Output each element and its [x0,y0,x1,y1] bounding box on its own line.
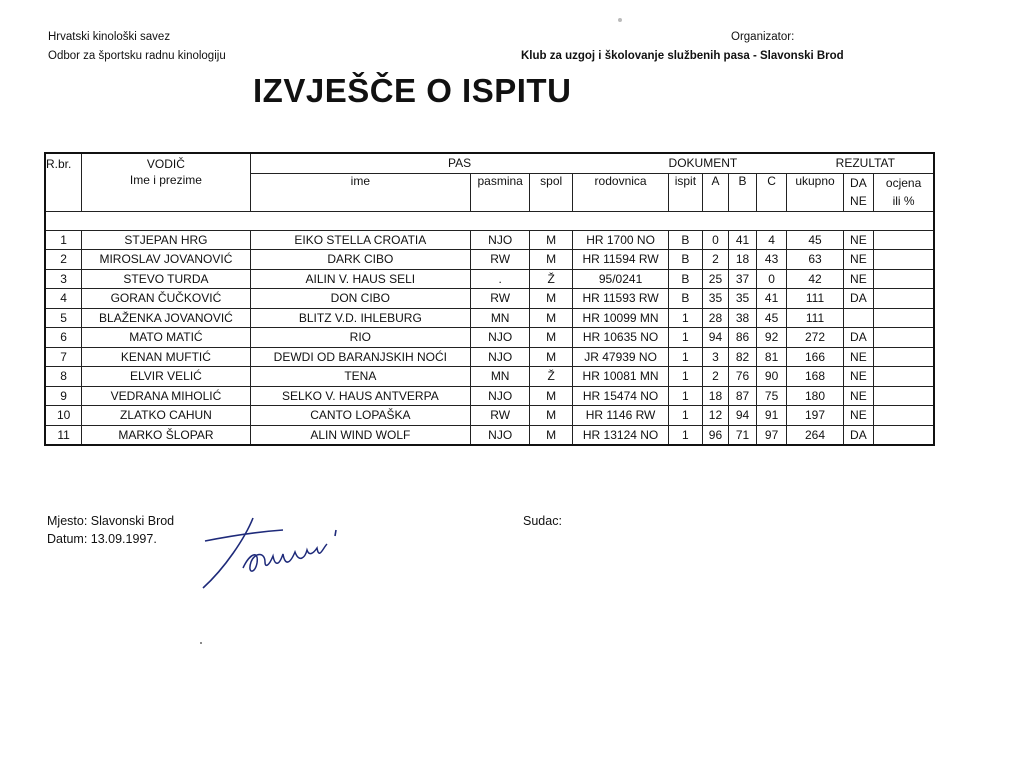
cell-b: 18 [729,250,757,270]
cell-vodic: VEDRANA MIHOLIĆ [82,386,250,406]
col-header-rodovnica: rodovnica [573,173,669,211]
cell-a: 25 [702,269,729,289]
cell-rbr: 4 [45,289,82,309]
col-header-pasmina: pasmina [471,173,530,211]
cell-vodic: BLAŽENKA JOVANOVIĆ [82,308,250,328]
cell-ime: DON CIBO [250,289,470,309]
cell-spol: M [530,308,573,328]
cell-dane: DA [843,425,874,445]
cell-ime: ALIN WIND WOLF [250,425,470,445]
cell-ime: SELKO V. HAUS ANTVERPA [250,386,470,406]
cell-c: 75 [756,386,787,406]
cell-pasmina: MN [471,308,530,328]
col-header-da: DA [843,173,874,192]
cell-pasmina: NJO [471,230,530,250]
cell-rodovnica: 95/0241 [573,269,669,289]
cell-vodic: KENAN MUFTIĆ [82,347,250,367]
cell-b: 71 [729,425,757,445]
cell-dane: DA [843,328,874,348]
cell-c: 41 [756,289,787,309]
cell-ime: CANTO LOPAŠKA [250,406,470,426]
col-header-ocjena: ocjena [874,173,934,192]
cell-spol: M [530,406,573,426]
col-header-spol: spol [530,173,573,211]
cell-a: 96 [702,425,729,445]
cell-vodic: MARKO ŠLOPAR [82,425,250,445]
place-label: Mjesto: Slavonski Brod [47,514,175,528]
cell-spol: M [530,230,573,250]
cell-ispit: 1 [669,386,703,406]
cell-ocjena [874,250,934,270]
cell-vodic: MIROSLAV JOVANOVIĆ [82,250,250,270]
paper-speck [618,18,622,22]
paper-speck [200,642,202,644]
cell-spol: Ž [530,367,573,387]
cell-rbr: 5 [45,308,82,328]
table-row [45,406,934,426]
cell-dane: NE [843,230,874,250]
cell-spol: M [530,289,573,309]
cell-ime: RIO [250,328,470,348]
table-row [45,308,934,328]
cell-ocjena [874,308,934,328]
cell-ukupno: 166 [787,347,843,367]
cell-rodovnica: HR 10081 MN [573,367,669,387]
exam-report-table [44,152,935,446]
cell-vodic: ELVIR VELIĆ [82,367,250,387]
col-header-ime: ime [250,173,470,211]
federation-name: Hrvatski kinološki savez [48,31,171,43]
cell-pasmina: NJO [471,386,530,406]
cell-ukupno: 180 [787,386,843,406]
cell-vodic: STJEPAN HRG [82,230,250,250]
cell-c: 0 [756,269,787,289]
cell-vodic: GORAN ČUČKOVIĆ [82,289,250,309]
cell-ukupno: 42 [787,269,843,289]
cell-c: 92 [756,328,787,348]
col-header-ili: ili % [874,192,934,211]
cell-b: 82 [729,347,757,367]
table-row [45,367,934,387]
cell-b: 76 [729,367,757,387]
cell-a: 0 [702,230,729,250]
cell-b: 94 [729,406,757,426]
cell-pasmina: NJO [471,328,530,348]
cell-rbr: 3 [45,269,82,289]
cell-rodovnica: HR 10635 NO [573,328,669,348]
cell-c: 45 [756,308,787,328]
cell-vodic: STEVO TURDA [82,269,250,289]
cell-pasmina: RW [471,406,530,426]
cell-dane: NE [843,347,874,367]
cell-rbr: 2 [45,250,82,270]
table-row [45,328,934,348]
cell-ispit: 1 [669,367,703,387]
cell-ukupno: 272 [787,328,843,348]
cell-rbr: 6 [45,328,82,348]
table-row [45,347,934,367]
table-header-row [45,153,934,173]
cell-ukupno: 45 [787,230,843,250]
table-subheader-row [45,173,934,192]
cell-ukupno: 264 [787,425,843,445]
cell-ispit: 1 [669,406,703,426]
cell-spol: M [530,328,573,348]
organizer-label: Organizator: [731,31,795,43]
cell-ocjena [874,347,934,367]
cell-ime: EIKO STELLA CROATIA [250,230,470,250]
cell-ime: AILIN V. HAUS SELI [250,269,470,289]
col-header-b: B [729,173,757,211]
cell-a: 28 [702,308,729,328]
cell-c: 43 [756,250,787,270]
judge-signature [195,508,355,593]
table-row [45,269,934,289]
col-header-ime-prezime: Ime i prezime [82,173,250,192]
cell-a: 35 [702,289,729,309]
col-header-dokument: DOKUMENT [669,153,787,173]
cell-c: 97 [756,425,787,445]
cell-dane: NE [843,406,874,426]
cell-ocjena [874,386,934,406]
organizer-name: Klub za uzgoj i školovanje službenih pasa - Slavonski Brod [521,50,844,62]
cell-ime: DEWDI OD BARANJSKIH NOĆI [250,347,470,367]
cell-rodovnica: HR 1146 RW [573,406,669,426]
table-spacer-row [45,211,934,230]
col-header-pas: PAS [250,153,668,173]
cell-c: 91 [756,406,787,426]
cell-rbr: 10 [45,406,82,426]
cell-pasmina: NJO [471,425,530,445]
cell-ukupno: 197 [787,406,843,426]
cell-pasmina: MN [471,367,530,387]
cell-rodovnica: HR 15474 NO [573,386,669,406]
col-header-c: C [756,173,787,211]
cell-dane: DA [843,289,874,309]
cell-ocjena [874,367,934,387]
cell-ispit: 1 [669,347,703,367]
cell-ime: DARK CIBO [250,250,470,270]
cell-ocjena [874,289,934,309]
cell-b: 37 [729,269,757,289]
cell-ukupno: 111 [787,289,843,309]
cell-ukupno: 111 [787,308,843,328]
cell-ispit: B [669,289,703,309]
cell-ocjena [874,328,934,348]
committee-name: Odbor za športsku radnu kinologiju [48,50,226,62]
cell-rbr: 7 [45,347,82,367]
cell-ispit: 1 [669,308,703,328]
col-header-ukupno: ukupno [787,173,843,211]
cell-rbr: 1 [45,230,82,250]
cell-ispit: 1 [669,328,703,348]
cell-b: 87 [729,386,757,406]
cell-b: 38 [729,308,757,328]
col-header-a: A [702,173,729,211]
cell-ocjena [874,269,934,289]
cell-rbr: 9 [45,386,82,406]
table-row [45,289,934,309]
page-title: IZVJEŠČE O ISPITU [253,72,572,109]
cell-pasmina: NJO [471,347,530,367]
cell-a: 2 [702,367,729,387]
col-header-ne: NE [843,192,874,211]
cell-pasmina: RW [471,250,530,270]
cell-ispit: B [669,250,703,270]
cell-pasmina: RW [471,289,530,309]
cell-dane [843,308,874,328]
col-header-rbr: R.br. [45,153,82,173]
cell-a: 2 [702,250,729,270]
cell-vodic: ZLATKO CAHUN [82,406,250,426]
cell-rodovnica: HR 1700 NO [573,230,669,250]
cell-a: 12 [702,406,729,426]
cell-b: 41 [729,230,757,250]
cell-rbr: 11 [45,425,82,445]
cell-ispit: B [669,230,703,250]
cell-spol: M [530,386,573,406]
table-row [45,425,934,445]
cell-vodic: MATO MATIĆ [82,328,250,348]
cell-spol: Ž [530,269,573,289]
cell-a: 94 [702,328,729,348]
cell-a: 18 [702,386,729,406]
cell-rodovnica: HR 10099 MN [573,308,669,328]
cell-ukupno: 63 [787,250,843,270]
cell-spol: M [530,347,573,367]
cell-rodovnica: HR 11593 RW [573,289,669,309]
cell-ocjena [874,406,934,426]
cell-ime: BLITZ V.D. IHLEBURG [250,308,470,328]
cell-ime: TENA [250,367,470,387]
cell-ocjena [874,425,934,445]
cell-rodovnica: JR 47939 NO [573,347,669,367]
cell-c: 4 [756,230,787,250]
cell-b: 86 [729,328,757,348]
cell-a: 3 [702,347,729,367]
judge-label: Sudac: [523,514,562,528]
cell-ukupno: 168 [787,367,843,387]
cell-rbr: 8 [45,367,82,387]
cell-dane: NE [843,269,874,289]
cell-ocjena [874,230,934,250]
cell-dane: NE [843,367,874,387]
cell-b: 35 [729,289,757,309]
col-header-vodic: VODIČ [82,153,250,173]
cell-ispit: B [669,269,703,289]
cell-rodovnica: HR 11594 RW [573,250,669,270]
cell-spol: M [530,250,573,270]
table-body [45,230,934,445]
date-label: Datum: 13.09.1997. [47,532,157,546]
cell-spol: M [530,425,573,445]
cell-pasmina: . [471,269,530,289]
col-header-rezultat: REZULTAT [787,153,934,173]
cell-dane: NE [843,386,874,406]
cell-ispit: 1 [669,425,703,445]
table-row [45,250,934,270]
cell-dane: NE [843,250,874,270]
cell-rodovnica: HR 13124 NO [573,425,669,445]
table-row [45,386,934,406]
cell-c: 81 [756,347,787,367]
table-row [45,230,934,250]
col-header-ispit: ispit [669,173,703,211]
cell-c: 90 [756,367,787,387]
